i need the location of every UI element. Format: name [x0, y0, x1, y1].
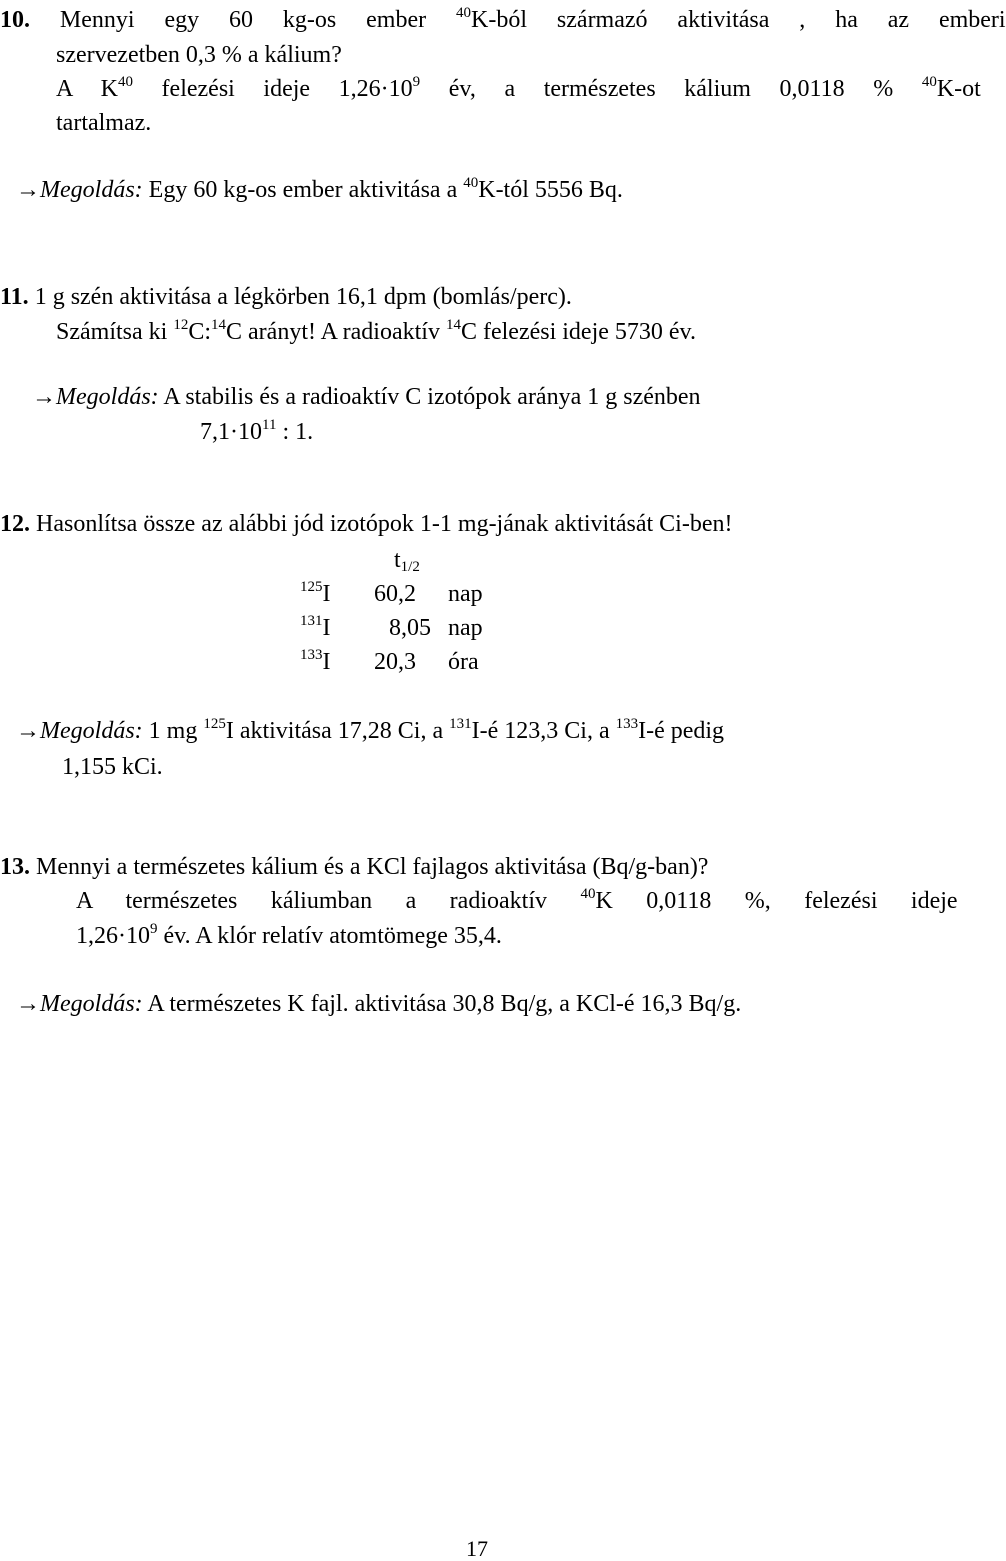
p13-number: 13.	[0, 854, 30, 880]
solution-label: Megoldás:	[40, 177, 143, 203]
p10-number: 10.	[0, 7, 30, 33]
half-life-header: $t_{1/2}$	[394, 547, 420, 575]
isotope-unit: nap	[448, 615, 483, 641]
p11-line1: 11. 1 g szén aktivitása a légkörben 16,1 dpm (bomlás/perc).	[0, 284, 572, 310]
isotope-value: 8,05	[389, 615, 431, 641]
isotope-unit: óra	[448, 649, 479, 675]
p11-line2: Számítsa ki $^{12}$C:$^{14}$C arányt! A radioaktív $^{14}$C felezési ideje 5730 év.	[56, 317, 696, 345]
p13-line1: 13. Mennyi a természetes kálium és a KCl fajlagos aktivitása (Bq/g-ban)?	[0, 854, 709, 880]
p12-number: 12.	[0, 511, 30, 537]
p10-line3: A $K^{40}$ felezési ideje $1,26\cdot 10^9$ év, a természetes kálium 0,0118 % $^{40}$K-ot	[56, 74, 981, 102]
arrow-right-icon: →	[16, 177, 40, 203]
p11-solution-line2: $7,1\cdot 10^{11}$ : 1.	[200, 417, 314, 445]
p10-line2: szervezetben 0,3 % a kálium?	[56, 42, 342, 68]
p12-line1: 12. Hasonlítsa össze az alábbi jód izotópok 1-1 mg-jának aktivitását Ci-ben!	[0, 511, 733, 537]
p10-line4: tartalmaz.	[56, 110, 152, 136]
arrow-right-icon: →	[16, 991, 40, 1017]
isotope-row: $^{125}$I	[300, 579, 331, 607]
p10-line1: 10. Mennyi egy 60 kg-os ember $^{40}$K-ból származó aktivitása , ha az emberi	[0, 5, 1006, 33]
solution-label: Megoldás:	[56, 384, 159, 410]
p11-number: 11.	[0, 284, 29, 310]
solution-label: Megoldás:	[40, 991, 143, 1017]
p13-solution: →Megoldás: A természetes K fajl. aktivitása 30,8 Bq/g, a KCl-é 16,3 Bq/g.	[16, 991, 742, 1017]
arrow-right-icon: →	[16, 718, 40, 744]
isotope-unit: nap	[448, 581, 483, 607]
p10-solution: →Megoldás: Egy 60 kg-os ember aktivitása a $^{40}$K-tól 5556 Bq.	[16, 175, 623, 203]
solution-label: Megoldás:	[40, 718, 143, 744]
page-number: 17	[466, 1536, 488, 1561]
p11-solution: →Megoldás: A stabilis és a radioaktív C izotópok aránya 1 g szénben	[32, 384, 701, 410]
isotope-value: 60,2	[374, 581, 416, 607]
p12-solution: →Megoldás: 1 mg $^{125}$I aktivitása 17,28 Ci, a $^{131}$I-é 123,3 Ci, a $^{133}$I-é pedig	[16, 716, 725, 744]
isotope-row: $^{133}$I	[300, 647, 331, 675]
isotope-value: 20,3	[374, 649, 416, 675]
arrow-right-icon: →	[32, 384, 56, 410]
p13-line2: A természetes káliumban a radioaktív $^{40}$K 0,0118 %, felezési ideje	[76, 886, 958, 914]
p13-line3: $1,26\cdot 10^9$ év. A klór relatív atomtömege 35,4.	[76, 921, 502, 949]
isotope-row: $^{131}$I	[300, 613, 331, 641]
p12-solution-line2: 1,155 kCi.	[62, 754, 163, 780]
